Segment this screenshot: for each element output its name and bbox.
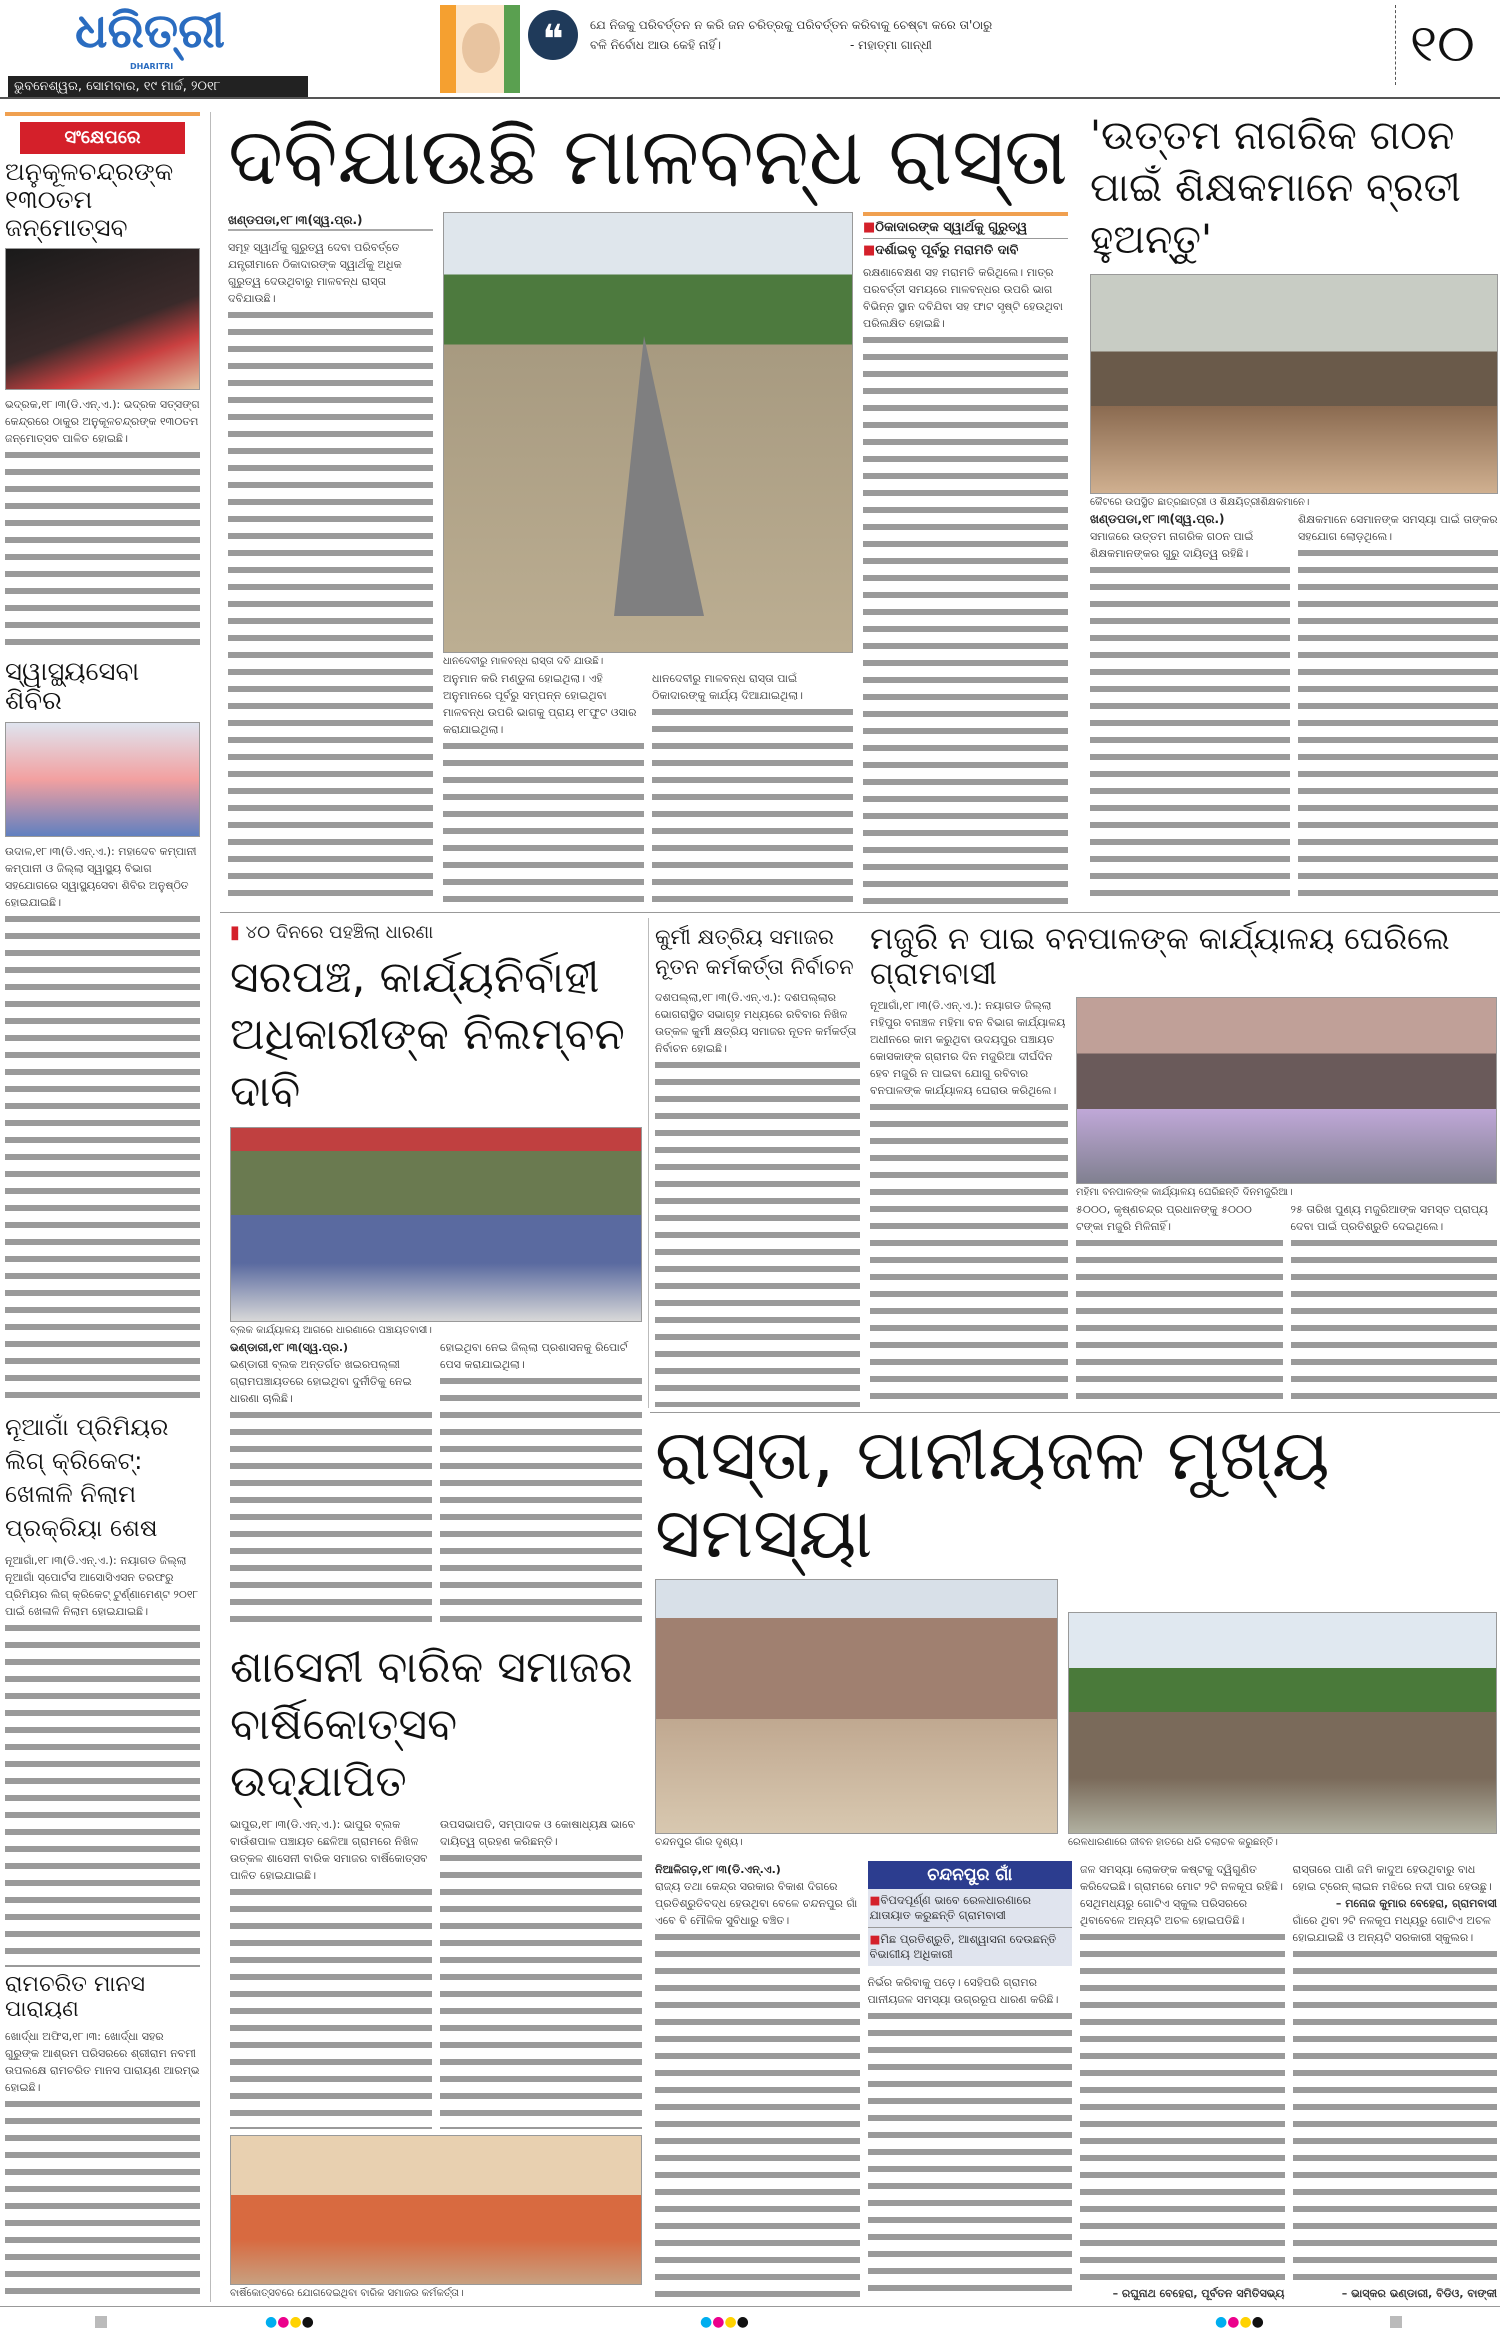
kurmi-headline: କୁର୍ମୀ କ୍ଷତ୍ରିୟ ସମାଜର ନୂତନ କର୍ମକର୍ତ୍ତା ନିର୍ବାଚନ: [655, 925, 854, 980]
water-text1: ନିଆଳିଗଡ଼,୧୮।୩(ଡି.ଏନ୍.ଏ.) ରାଜ୍ୟ ତଥା କେନ୍ଦ୍ର ସରକାର ବିକାଶ ଦିଗରେ ପ୍ରତିଶ୍ରୁତିବଦ୍ଧ ହେଉଥିବା ବେଳେ ଚନ୍ଦନପୁର ଗାଁ ଏବେ ବି ମୌଳିକ ସୁବିଧାରୁ ବଞ୍ଚିତ।: [655, 1861, 860, 2302]
water-photo-village: [655, 1579, 1058, 1834]
water-box: [868, 1861, 1073, 1966]
barika-text2: ଉପସଭାପତି, ସମ୍ପାଦକ ଓ କୋଷାଧ୍ୟକ୍ଷ ଭାବେ ଦାୟିତ୍ୱ ଗ୍ରହଣ କରିଛନ୍ତି।: [440, 1816, 642, 2129]
wages-photo: [1076, 997, 1497, 1183]
teachers-photo-caption: କୈଟରେ ଉପସ୍ଥିତ ଛାତ୍ରଛାତ୍ରୀ ଓ ଶିକ୍ଷୟିତ୍ରୀଶିକ୍ଷକମାନେ।: [1090, 497, 1310, 508]
wages-text3: ୨୫ ତାରିଖ ପୁଣ୍ୟ ମଜୁରିଆଙ୍କ ସମସ୍ତ ପ୍ରାପ୍ୟ ଦେବା ପାଇଁ ପ୍ରତିଶ୍ରୁତି ଦେଇଥିଲେ।: [1291, 1201, 1498, 1407]
lead-photo-caption: ଧାନଦେବୀରୁ ମାଳବନ୍ଧ ରାସ୍ତା ଦବି ଯାଉଛି।: [443, 656, 604, 667]
dateline: ଭୁବନେଶ୍ୱର, ସୋମବାର, ୧୯ ମାର୍ଚ୍ଚ, ୨୦୧୮: [8, 76, 308, 98]
water-photo2-caption: ରେଳଧାରଣାରେ ଜୀବନ ହାତରେ ଧରି ଚଲାଚଳ କରୁଛନ୍ତି।: [1068, 1836, 1278, 1848]
teachers-headline: 'ଉତ୍ତମ ନାଗରିକ ଗଠନ ପାଇଁ ଶିକ୍ଷକମାନେ ବ୍ରତୀ ହୁଅନ୍ତୁ': [1090, 113, 1461, 263]
teachers-text2: ଶିକ୍ଷକମାନେ ସେମାନଙ୍କ ସମସ୍ୟା ପାଇଁ ତାଙ୍କର ସହଯୋଗ ଲୋଡ଼ଥିଲେ।: [1298, 511, 1498, 904]
s1-headline: ଅନୁକୂଳଚନ୍ଦ୍ରଙ୍କ ୧୩୦ତମ ଜନ୍ମୋତ୍ସବ: [5, 157, 174, 242]
s4-headline: ରାମଚରିତ ମାନସ ପାରାୟଣ: [5, 1972, 145, 2022]
s3-headline: ନୂଆଗାଁ ପ୍ରିମିୟର ଲିଗ୍ କ୍ରିକେଟ୍: ଖେଳାଳି ନିଲାମ ପ୍ରକ୍ରିୟା ଶେଷ: [5, 1413, 169, 1543]
s2-headline: ସ୍ୱାସ୍ଥ୍ୟସେବା ଶିବିର: [5, 657, 140, 717]
kurmi-story: [655, 922, 860, 1407]
quote-author: - ମହାତ୍ମା ଗାନ୍ଧୀ: [850, 38, 932, 52]
dharana-barika-column: [230, 922, 642, 2302]
page-number: ୧୦: [1410, 14, 1475, 74]
dharana-kicker: ▮ ୪୦ ଦିନରେ ପହଞ୍ଚିଲା ଧାରଣା: [230, 922, 434, 943]
divider: [650, 1412, 1500, 1413]
lead-photo: [443, 212, 853, 653]
wages-text1: ନୂଆଗାଁ,୧୮।୩(ଡି.ଏନ୍.ଏ.): ନୟାଗଡ ଜିଲ୍ଲା ମହିପୁର ବନାଞ୍ଚଳ ମହିମା ବନ ବିଭାଗ କାର୍ଯ୍ୟାଳୟ ଅଧୀନରେ କାମ କରୁଥିବା ଉଦୟପୁର ପଞ୍ଚାୟତ କୋସକାଙ୍କ ଗ୍ରାମର ଦିନ ମଜୁରିଆ ଦୀର୍ଘଦିନ ହେବ ମଜୁରି ନ ପାଇବା ଯୋଗୁ ରବିବାର ବନପାଳଙ୍କ କାର୍ଯ୍ୟାଳୟ ଘେରାଉ କରିଥିଲେ।: [870, 997, 1068, 1407]
s4-text: ଖୋର୍ଦ୍ଧା ଅଫିସ,୧୮।୩: ଖୋର୍ଦ୍ଧା ସହର ଗୁରୁଙ୍କ ଆଶ୍ରମ ପରିସରରେ ଶ୍ରୀରାମ ନବମୀ ଉପଲକ୍ଷେ ରାମଚରିତ ମାନସ ପାରାୟଣ ଆରମ୍ଭ ହୋଇଛି।: [5, 2028, 200, 2302]
water-text4: ରାସ୍ତାରେ ପାଣି ଜମି କାଦୁଅ ହେଉଥିବାରୁ ବାଧ ହୋଇ ଟ୍ରେନ୍ ଲାଇନ ମଝିରେ ନଦୀ ପାର ହେଉଛୁ। – ମନୋଜ କୁମାର ବେହେରା, ଗ୍ରାମବାସୀ ଗାଁରେ ଥିବା ୨ଟି ନଳକୂପ ମଧ୍ୟରୁ ଗୋଟିଏ ଅଚଳ ହୋଇଯାଇଛି ଓ ଅନ୍ୟଟି ସରକାରୀ ସ୍କୁଲର। – ଭାସ୍କର ଭଣ୍ଡାରୀ, ବିଡିଓ, ବାଙ୍କୀ: [1292, 1862, 1497, 2300]
water-photo1-caption: ଚନ୍ଦନପୁର ଗାଁର ଦୃଶ୍ୟ।: [655, 1836, 743, 1848]
water-box-title: ଚନ୍ଦନପୁର ଗାଁ: [868, 1861, 1073, 1889]
wages-story: [870, 922, 1497, 1407]
divider: [220, 912, 1500, 913]
lead-text2: ଅନୁମାନ କରି ମଣ୍ଡୁଳା ହୋଇଥିଲା। ଏହି ଅନୁମାନରେ ପୂର୍ବରୁ ସମ୍ପନ୍ନ ହୋଇଥିବା ମାଳବନ୍ଧ ଉପରି ଭାଗକୁ ପ୍ରାୟ ୧୮ଫୁଟ ଓସାର କରାଯାଇଥିଲା।: [443, 670, 644, 904]
lead-headline: ଦବିଯାଉଛି ମାଳବନ୍ଧ ରାସ୍ତା: [228, 110, 1068, 203]
barika-photo: [230, 2135, 642, 2285]
quote-line1: ଯେ ନିଜକୁ ପରିବର୍ତ୍ତନ ନ କରି ଜନ ଚରିତ୍ରକୁ ପରିବର୍ତ୍ତନ କରିବାକୁ ଚେଷ୍ଟା କରେ ତା'ଠାରୁ: [590, 18, 993, 32]
water-text2: ନିର୍ଭର କରିବାକୁ ପଡ଼େ। ସେହିପରି ଗ୍ରାମର ପାନୀୟଜଳ ସମସ୍ୟା ଉଗ୍ରରୂପ ଧାରଣ କରିଛି।: [868, 1974, 1073, 2302]
wages-text2: ୫୦୦୦, କୃଷ୍ଣଚନ୍ଦ୍ର ପ୍ରଧାନଙ୍କୁ ୫୦୦୦ ଟଙ୍କା ମଜୁରି ମିଳିନାହିଁ।: [1076, 1201, 1283, 1407]
gandhi-portrait: [440, 5, 520, 93]
dharana-text2: ହୋଇଥିବା ନେଇ ଜିଲ୍ଲା ପ୍ରଶାସନକୁ ରିପୋର୍ଟ ପେସ କରାଯାଇଥିଲା।: [440, 1339, 642, 1633]
lead-text1: ଖଣ୍ଡପଡା,୧୮।୩(ସ୍ୱ.ପ୍ର.) ସମୂହ ସ୍ୱାର୍ଥକୁ ଗୁରୁତ୍ୱ ଦେବା ପରିବର୍ତ୍ତେ ଯନ୍ତ୍ରୀମାନେ ଠିକାଦାରଙ୍କ ସ୍ୱାର୍ଥକୁ ଅଧିକ ଗୁରୁତ୍ୱ ଦେଉଥିବାରୁ ମାଳବନ୍ଧ ରାସ୍ତା ଦବିଯାଉଛି।: [228, 212, 433, 904]
water-box-point: ■ମିଛ ପ୍ରତିଶ୍ରୁତି, ଆଶ୍ୱାସନା ଦେଉଛନ୍ତି ବିଭାଗୀୟ ଅଧିକାରୀ: [869, 1931, 1057, 1961]
masthead: [0, 0, 1500, 100]
wages-photo-caption: ମହିମା ବନପାଳଙ୍କ କାର୍ଯ୍ୟାଳୟ ଘେରିଛନ୍ତି ଦିନମଜୁରିଆ।: [1076, 1186, 1293, 1198]
s3-text: ନୂଆଗାଁ,୧୮।୩(ଡି.ଏନ୍.ଏ.): ନୟାଗଡ ଜିଲ୍ଲା ନୂଆଗାଁ ସ୍ପୋର୍ଟସ ଆସୋସିଏସନ ତରଫରୁ ପ୍ରିମିୟର ଲିଗ୍ କ୍ରିକେଟ୍ ଟୁର୍ଣ୍ଣାମେଣ୍ଟ ୨୦୧୮ ପାଇଁ ଖେଳାଳି ନିଲାମ ହୋଇଯାଇଛି।: [5, 1552, 200, 1967]
teachers-story: [1090, 110, 1498, 904]
lead-text3: ଧାନଦେବୀରୁ ମାଳବନ୍ଧ ରାସ୍ତା ପାଇଁ ଠିକାଦାରଙ୍କୁ କାର୍ଯ୍ୟ ଦିଆଯାଇଥିଲା।: [652, 670, 853, 904]
s2-photo: [5, 722, 200, 837]
s1-text: ଭଦ୍ରକ,୧୮।୩(ଡି.ଏନ୍.ଏ.): ଭଦ୍ରକ ସତ୍‌ସଙ୍ଗ କେନ୍ଦ୍ରରେ ଠାକୁର ଅନୁକୂଳଚନ୍ଦ୍ରଙ୍କ ୧୩୦ତମ ଜନ୍ମୋତ୍ସବ ପାଳିତ ହୋଇଛି।: [5, 396, 200, 652]
divider: [210, 112, 211, 2302]
header-rule: [0, 97, 1500, 99]
lead-story: [228, 112, 1078, 904]
quote-icon: ❝: [528, 10, 578, 60]
registration-marks: ●●●● ●●●● ●●●●: [0, 2314, 1500, 2330]
dharana-headline: ସରପଞ୍ଚ, କାର୍ଯ୍ୟନିର୍ବାହୀ ଅଧିକାରୀଙ୍କ ନିଲମ୍ବନ ଦାବି: [230, 952, 625, 1118]
water-box-point: ■ବିପଦପୂର୍ଣ୍ଣ ଭାବେ ରେଳଧାରଣାରେ ଯାତାୟାତ କରୁଛନ୍ତି ଗ୍ରାମବାସୀ: [868, 1889, 1073, 1928]
teachers-photo: [1090, 274, 1498, 494]
barika-text1: ଭାପୁର,୧୮।୩(ଡି.ଏନ୍.ଏ.): ଭାପୁର ବ୍ଲକ ବାଉଁଶପାଳ ପଞ୍ଚାୟତ ଛେଳିଆ ଗ୍ରାମରେ ନିଖିଳ ଉତ୍କଳ ଶାସେନୀ ବାରିକ ସମାଜର ବାର୍ଷିକୋତ୍ସବ ପାଳିତ ହୋଇଯାଇଛି।: [230, 1816, 432, 2129]
water-story: [655, 1416, 1497, 2302]
quote-line2: ବଳି ନିର୍ବୋଧ ଆଉ କେହି ନାହିଁ।: [590, 38, 721, 52]
water-text3: ଜଳ ସମସ୍ୟା ଲୋକଙ୍କ କଷ୍ଟକୁ ଦ୍ୱିଗୁଣିତ କରିଦେଇଛି। ଗ୍ରାମରେ ମୋଟ ୨ଟି ନଳକୂପ ରହିଛି। ସେଥିମଧ୍ୟରୁ ଗୋଟିଏ ସ୍କୁଲ ପରିସରରେ ଥିବାବେଳେ ଅନ୍ୟଟି ଅଚଳ ହୋଇପଡିଛି। – ରଘୁନାଥ ବେହେରା, ପୂର୍ବତନ ସମିତିସଭ୍ୟ: [1080, 1862, 1285, 2300]
lead-text4: ରକ୍ଷଣାବେକ୍ଷଣ ସହ ମରାମତି କରିଥିଲେ। ମାତ୍ର ପରବର୍ତ୍ତୀ ସମୟରେ ମାଳବନ୍ଧର ଉପରି ଭାଗ ବିଭିନ୍ନ ସ୍ଥାନ ଦବିଯିବା ସହ ଫାଟ ସୃଷ୍ଟି ହେଉଥିବା ପରିଲକ୍ଷିତ ହୋଇଛି।: [863, 264, 1068, 904]
dharana-photo: [230, 1127, 642, 1322]
s2-text: ଉଦାଳ,୧୮।୩(ଡି.ଏନ୍.ଏ.): ମହାଦେବ କମ୍ପାନୀ କମ୍ପାନୀ ଓ ଜିଲ୍ଲା ସ୍ୱାସ୍ଥ୍ୟ ବିଭାଗ ସହଯୋଗରେ ସ୍ୱାସ୍ଥ୍ୟସେବା ଶିବିର ଅନୁଷ୍ଠିତ ହୋଇଯାଇଛି।: [5, 843, 200, 1405]
sidebar-top-bar: [5, 112, 200, 116]
logo-en: DHARITRI: [130, 62, 174, 71]
wages-headline: ମଜୁରି ନ ପାଇ ବନପାଳଙ୍କ କାର୍ଯ୍ୟାଳୟ ଘେରିଲେ ଗ୍ରାମବାସୀ: [870, 921, 1450, 992]
dharana-text1: ଭଣ୍ଡାରୀ,୧୮।୩(ସ୍ୱ.ପ୍ର.) ଭଣ୍ଡାରୀ ବ୍ଲକ ଅନ୍ତର୍ଗତ ଖଇରପଲ୍ଲୀ ଗ୍ରାମପଞ୍ଚାୟତରେ ହୋଇଥିବା ଦୁର୍ନୀତିକୁ ନେଇ ଧାରଣା ଚାଲିଛି।: [230, 1339, 432, 1633]
lead-point: ■ଦର୍ଶାଇବୃ ପୂର୍ବରୁ ମରାମତି ଦାବି: [863, 242, 1019, 258]
teachers-text1: ଖଣ୍ଡପଡା,୧୮।୩(ସ୍ୱ.ପ୍ର.) ସମାଜରେ ଉତ୍ତମ ନାଗରିକ ଗଠନ ପାଇଁ ଶିକ୍ଷକମାନଙ୍କର ଗୁରୁ ଦାୟିତ୍ୱ ରହିଛି।: [1090, 511, 1290, 904]
water-headline: ରାସ୍ତା, ପାନୀୟଜଳ ମୁଖ୍ୟ ସମସ୍ୟା: [655, 1414, 1330, 1575]
sidebar: [5, 112, 200, 2302]
logo: ଧରିତ୍ରୀ: [75, 3, 225, 59]
footer-rule: [0, 2306, 1500, 2307]
dharana-photo-caption: ବ୍ଲକ କାର୍ଯ୍ୟାଳୟ ଆଗରେ ଧାରଣାରେ ପଞ୍ଚାୟତବାସୀ।: [230, 1324, 432, 1336]
barika-headline: ଶାସେନୀ ବାରିକ ସମାଜର ବାର୍ଷିକୋତ୍ସବ ଉଦ୍‌ଯାପିତ: [230, 1641, 633, 1808]
divider: [648, 918, 649, 1408]
divider: [1395, 5, 1396, 85]
lead-point: ■ଠିକାଦାରଙ୍କ ସ୍ୱାର୍ଥକୁ ଗୁରୁତ୍ୱ: [863, 216, 1068, 239]
kurmi-text: ଦଶପଲ୍ଲା,୧୮।୩(ଡି.ଏନ୍.ଏ.): ଦଶପଲ୍ଲାର ଭୋଗରାସ୍ଥିତ ସଭାଗୃହ ମଧ୍ୟରେ ରବିବାର ନିଖିଳ ଉତ୍କଳ କୁର୍ମୀ କ୍ଷତ୍ରିୟ ସମାଜର ନୂତନ କର୍ମକର୍ତ୍ତା ନିର୍ବାଚନ ହୋଇଛି।: [655, 989, 860, 1407]
sidebar-label: ସଂକ୍ଷେପରେ: [20, 122, 185, 154]
barika-photo-caption: ବାର୍ଷିକୋତ୍ସବରେ ଯୋଗଦେଇଥିବା ବାରିକ ସମାଜର କର୍ମକର୍ତ୍ତା।: [230, 2288, 464, 2299]
water-photo-rail: [1068, 1612, 1497, 1834]
s1-photo: [5, 248, 200, 390]
